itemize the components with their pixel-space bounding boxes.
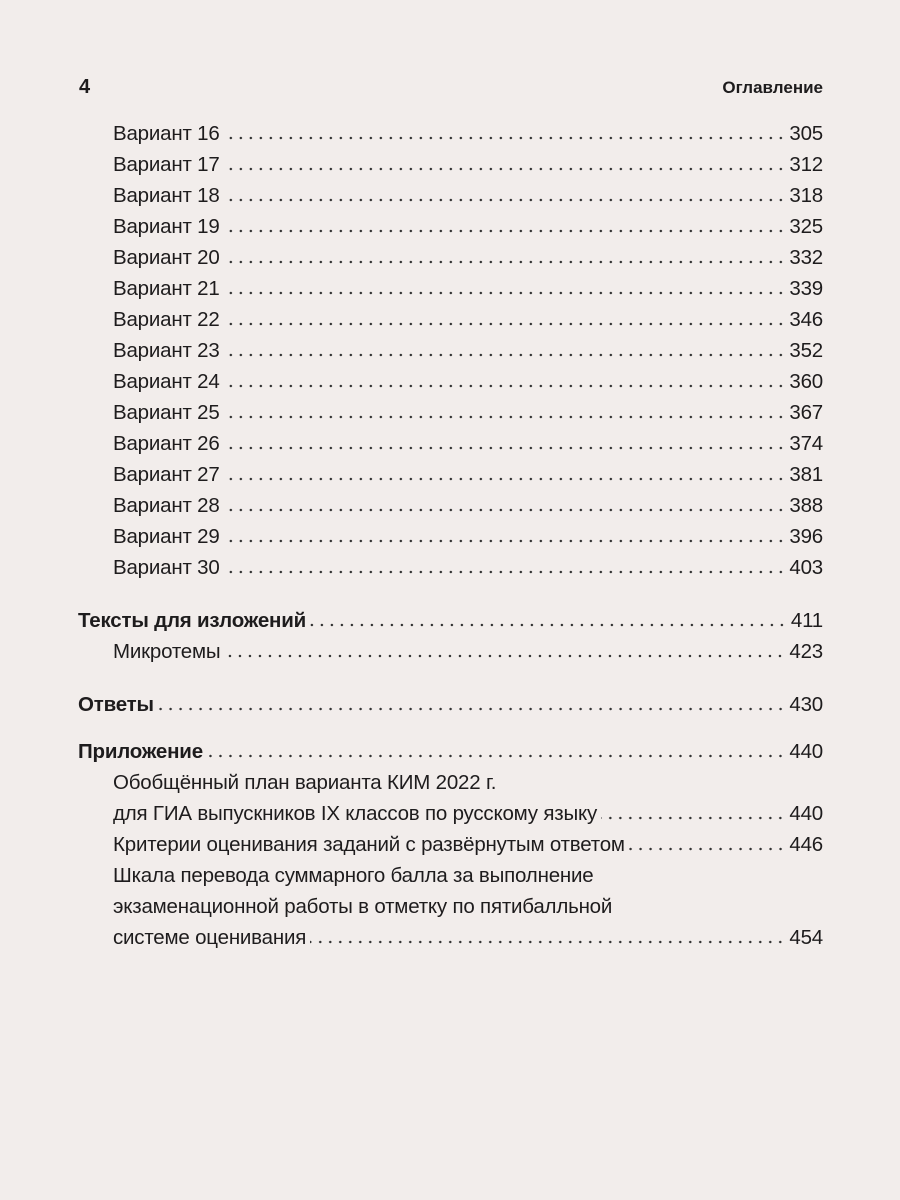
toc-page-number: 318 [789, 184, 823, 207]
toc-page-number: 423 [789, 640, 823, 663]
toc-page-number: 360 [789, 370, 823, 393]
toc-page-number: 446 [789, 833, 823, 856]
toc-entry-title: Вариант 21 [113, 277, 220, 300]
dot-leader [224, 167, 786, 171]
toc-page-number: 396 [789, 525, 823, 548]
toc-entry [78, 304, 823, 335]
running-header-title: Оглавление [722, 78, 823, 97]
dot-leader [224, 415, 786, 419]
toc-entry-title: Тексты для изложений [78, 609, 307, 632]
toc-entry-title: Вариант 16 [113, 122, 220, 145]
dot-leader [224, 322, 786, 326]
table-of-contents [78, 118, 823, 953]
dot-leader [224, 260, 786, 264]
toc-entry [78, 366, 823, 397]
toc-entry-title: Шкала перевода суммарного балла за выполнение [113, 864, 594, 887]
toc-entry-title: Ответы [78, 693, 154, 716]
toc-entry [78, 397, 823, 428]
toc-entry-title: Вариант 30 [113, 556, 220, 579]
toc-entry [78, 180, 823, 211]
toc-page-number: 367 [789, 401, 823, 424]
toc-entry [78, 118, 823, 149]
dot-leader [224, 198, 786, 202]
toc-entry-title: Вариант 18 [113, 184, 220, 207]
dot-leader [158, 707, 786, 711]
toc-page-number: 440 [789, 740, 823, 763]
toc-entry [78, 490, 823, 521]
toc-entry [78, 459, 823, 490]
toc-entry [78, 767, 823, 829]
toc-entry-title: Вариант 26 [113, 432, 220, 455]
toc-entry-title: для ГИА выпускников IX классов по русскому языку [113, 802, 598, 825]
toc-entry-title: Приложение [78, 740, 203, 763]
toc-entry-title: экзаменационной работы в отметку по пятибалльной [113, 895, 613, 918]
dot-leader [601, 816, 785, 820]
toc-entry [78, 829, 823, 860]
dot-leader [224, 446, 786, 450]
toc-page-number: 454 [789, 926, 823, 949]
dot-leader [224, 539, 786, 543]
toc-page-number: 325 [789, 215, 823, 238]
toc-page-number: 339 [789, 277, 823, 300]
dot-leader [224, 508, 786, 512]
toc-page-number: 305 [789, 122, 823, 145]
dot-leader [224, 570, 786, 574]
dot-leader [629, 847, 786, 851]
toc-entry-title: системе оценивания [113, 926, 307, 949]
dot-leader [224, 136, 786, 140]
toc-entry [78, 335, 823, 366]
toc-entry [78, 149, 823, 180]
toc-entry [78, 521, 823, 552]
toc-page-number: 332 [789, 246, 823, 269]
toc-entry-title: Вариант 24 [113, 370, 220, 393]
toc-page-number: 312 [789, 153, 823, 176]
toc-entry-title: Вариант 20 [113, 246, 220, 269]
toc-entry-title: Вариант 19 [113, 215, 220, 238]
dot-leader [310, 940, 785, 944]
toc-entry [78, 860, 823, 953]
toc-page-number: 430 [789, 693, 823, 716]
dot-leader [224, 353, 786, 357]
page-number: 4 [79, 76, 91, 98]
toc-page-number: 381 [789, 463, 823, 486]
toc-entry [78, 689, 823, 720]
toc-page-number: 374 [789, 432, 823, 455]
toc-page-number: 403 [789, 556, 823, 579]
toc-entry-title: Обобщённый план варианта КИМ 2022 г. [113, 771, 497, 794]
dot-leader [310, 623, 787, 627]
toc-entry-title: Микротемы [113, 640, 221, 663]
toc-page-number: 411 [790, 609, 823, 632]
dot-leader [224, 229, 786, 233]
toc-entry-title: Вариант 17 [113, 153, 220, 176]
toc-entry [78, 273, 823, 304]
toc-entry [78, 552, 823, 583]
toc-entry-title: Критерии оценивания заданий с развёрнутым ответом [113, 833, 625, 856]
toc-entry-title: Вариант 25 [113, 401, 220, 424]
dot-leader [207, 754, 785, 758]
toc-entry-title: Вариант 22 [113, 308, 220, 331]
toc-page-number: 352 [789, 339, 823, 362]
toc-entry-title: Вариант 29 [113, 525, 220, 548]
toc-page-number: 388 [789, 494, 823, 517]
toc-entry-title: Вариант 28 [113, 494, 220, 517]
toc-entry [78, 211, 823, 242]
toc-entry [78, 605, 823, 636]
dot-leader [224, 291, 786, 295]
toc-entry-title: Вариант 23 [113, 339, 220, 362]
toc-entry [78, 242, 823, 273]
toc-entry [78, 428, 823, 459]
dot-leader [224, 654, 785, 658]
toc-entry-title: Вариант 27 [113, 463, 220, 486]
toc-page-number: 346 [789, 308, 823, 331]
toc-entry [78, 636, 823, 667]
dot-leader [224, 384, 786, 388]
dot-leader [224, 477, 786, 481]
toc-entry [78, 736, 823, 767]
toc-page-number: 440 [789, 802, 823, 825]
